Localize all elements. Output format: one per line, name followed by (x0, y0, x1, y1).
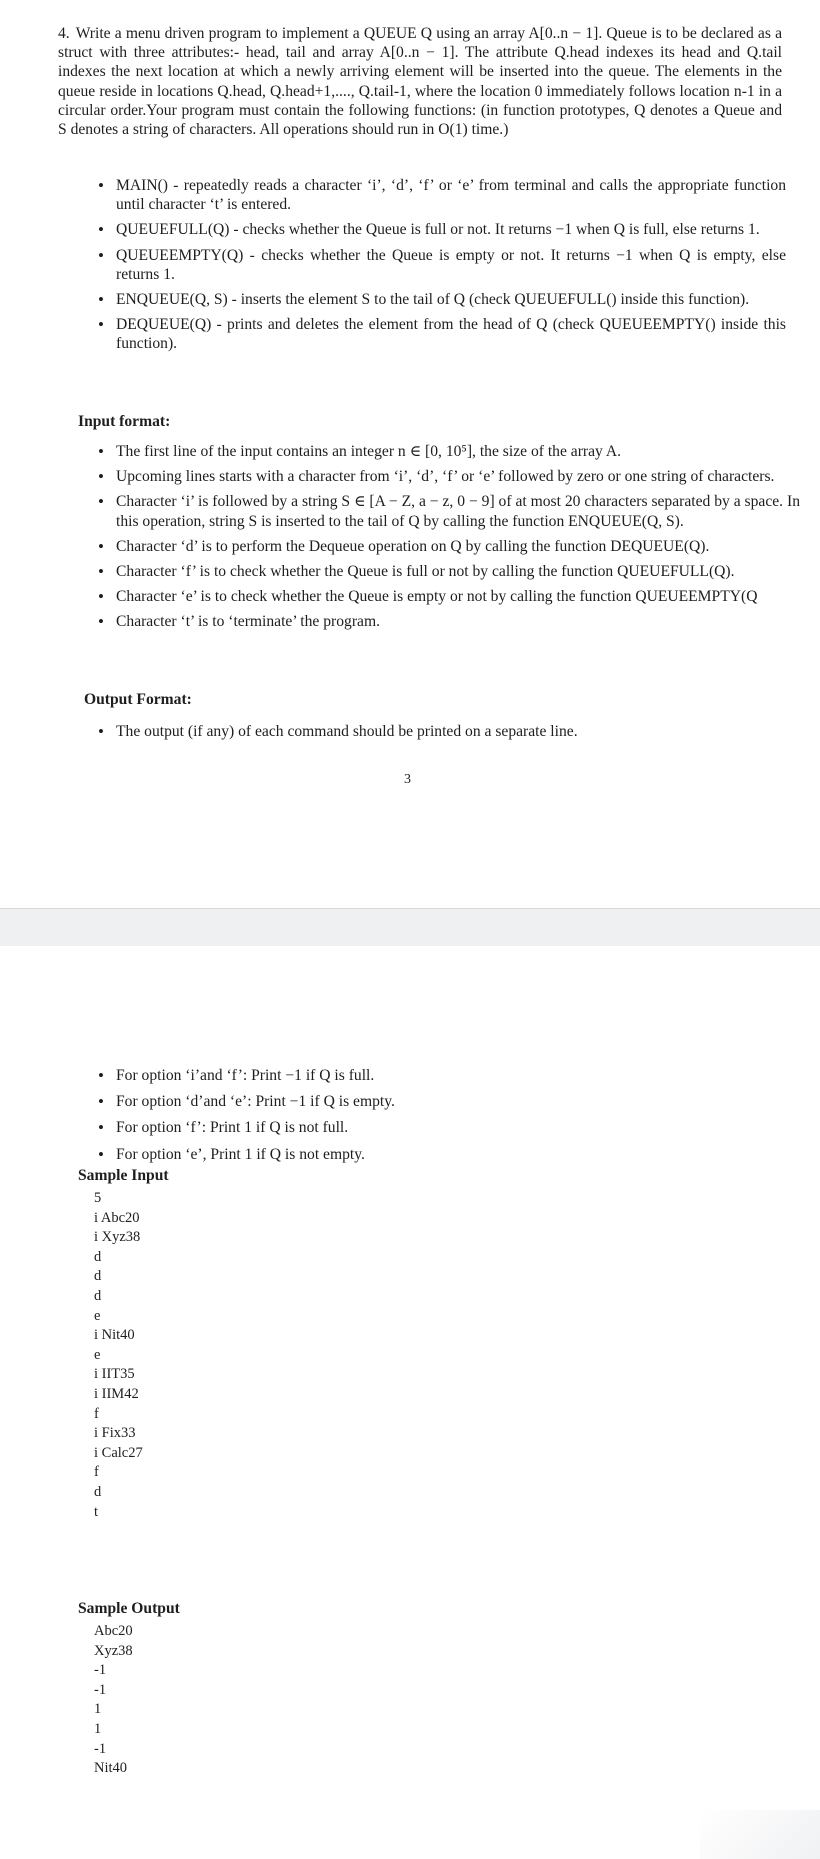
sample-input-line: 5 (94, 1190, 102, 1206)
sample-input-line: i Xyz38 (94, 1229, 141, 1246)
page-number: 3 (404, 772, 411, 787)
sample-input-line: i IIT35 (94, 1366, 135, 1383)
sample-input-line: d (94, 1248, 102, 1265)
input-format-item: • Character ‘t’ is to ‘terminate’ the program. (96, 612, 820, 631)
function-item-main: • MAIN() - repeatedly reads a character ‘i’, ‘d’, ‘f’ or ‘e’ from terminal and calls the appropriate function until character ‘t’ is entered. (96, 176, 786, 214)
input-format-item: • Character ‘d’ is to perform the Dequeue operation on Q by calling the function DEQUEUE(Q). (96, 537, 820, 556)
question-number: 4. (58, 25, 70, 42)
sample-output-line: 1 (94, 1701, 102, 1718)
sample-input-line: t (94, 1503, 99, 1520)
page-corner-shade (700, 1810, 820, 1859)
sample-input-line: i Fix33 (94, 1425, 136, 1442)
sample-output-line: -1 (94, 1740, 107, 1757)
input-format-list (96, 442, 820, 638)
output-format-list (96, 722, 786, 741)
output-rules-list (96, 1066, 786, 1171)
question-intro-text: Write a menu driven program to implement a QUEUE Q using an array A[0..n − 1]. Queue is to be declared as a struct with three attributes:- head, tail and array A[0..n − 1]. The attribute Q.head indexes its head and Q.tail indexes the next location at which a newly arriving element will be inserted into the queue. The elements in the queue reside in locations Q.head, Q.head+1,...., Q.tail-1, where the location 0 immediately follows location n-1 in a circular order.Your program must contain the following functions: (in function prototypes, Q denotes a Queue and S denotes a string of characters. All operations should run in O(1) time.) (58, 25, 782, 139)
input-format-item: • Character ‘i’ is followed by a string S ∈ [A − Z, a − z, 0 − 9] of at most 20 characters separated by a space. In this operation, string S is inserted to the tail of Q by calling the function ENQUEUE(Q, S). (96, 492, 800, 530)
sample-input-line: e (94, 1307, 101, 1324)
sample-input-block (94, 1189, 143, 1522)
sample-input-line: f (94, 1464, 99, 1481)
sample-input-heading: Sample Input (78, 1167, 169, 1184)
input-format-heading: Input format: (78, 413, 171, 430)
sample-output-heading: Sample Output (78, 1600, 180, 1617)
output-format-heading: Output Format: (84, 691, 192, 708)
input-format-item: • Upcoming lines starts with a character from ‘i’, ‘d’, ‘f’ or ‘e’ followed by zero or one string of characters. (96, 467, 800, 486)
function-item-enqueue: • ENQUEUE(Q, S) - inserts the element S to the tail of Q (check QUEUEFULL() inside this function). (96, 290, 786, 309)
output-rule-item: • For option ‘e’, Print 1 if Q is not empty. (96, 1145, 786, 1164)
sample-output-line: Xyz38 (94, 1642, 133, 1659)
sample-output-line: -1 (94, 1662, 107, 1679)
sample-input-line: d (94, 1287, 102, 1304)
sample-input-line: i IIM42 (94, 1385, 139, 1402)
document-page-top (0, 0, 820, 908)
output-rule-item: • For option ‘i’and ‘f’: Print −1 if Q is full. (96, 1066, 786, 1085)
sample-output-line: -1 (94, 1681, 107, 1698)
function-item-queueempty: • QUEUEEMPTY(Q) - checks whether the Queue is empty or not. It returns −1 when Q is empty, else returns 1. (96, 246, 786, 284)
sample-input-line: e (94, 1346, 101, 1363)
sample-output-line: Nit40 (94, 1760, 128, 1777)
page-separator (0, 908, 820, 948)
sample-output-line: Abc20 (94, 1623, 133, 1639)
sample-input-line: i Calc27 (94, 1444, 143, 1461)
question-intro (58, 24, 782, 139)
function-item-queuefull: • QUEUEFULL(Q) - checks whether the Queue is full or not. It returns −1 when Q is full, else returns 1. (96, 220, 786, 239)
output-rule-item: • For option ‘f’: Print 1 if Q is not full. (96, 1118, 786, 1137)
sample-output-block (94, 1622, 133, 1779)
sample-input-line: d (94, 1483, 102, 1500)
sample-input-line: i Abc20 (94, 1209, 140, 1226)
input-format-item: • The first line of the input contains an integer n ∈ [0, 10⁵], the size of the array A. (96, 442, 820, 461)
function-list (96, 176, 786, 360)
output-format-item: • The output (if any) of each command should be printed on a separate line. (96, 722, 786, 741)
sample-input-line: i Nit40 (94, 1327, 135, 1344)
output-rule-item: • For option ‘d’and ‘e’: Print −1 if Q is empty. (96, 1092, 786, 1111)
input-format-item: • Character ‘f’ is to check whether the Queue is full or not by calling the function QUEUEFULL(Q). (96, 562, 820, 581)
sample-input-line: d (94, 1268, 102, 1285)
sample-output-line: 1 (94, 1720, 102, 1737)
input-format-item: • Character ‘e’ is to check whether the Queue is empty or not by calling the function QUEUEEMPTY(Q (96, 587, 820, 606)
sample-input-line: f (94, 1405, 99, 1422)
function-item-dequeue: • DEQUEUE(Q) - prints and deletes the element from the head of Q (check QUEUEEMPTY() inside this function). (96, 315, 786, 353)
